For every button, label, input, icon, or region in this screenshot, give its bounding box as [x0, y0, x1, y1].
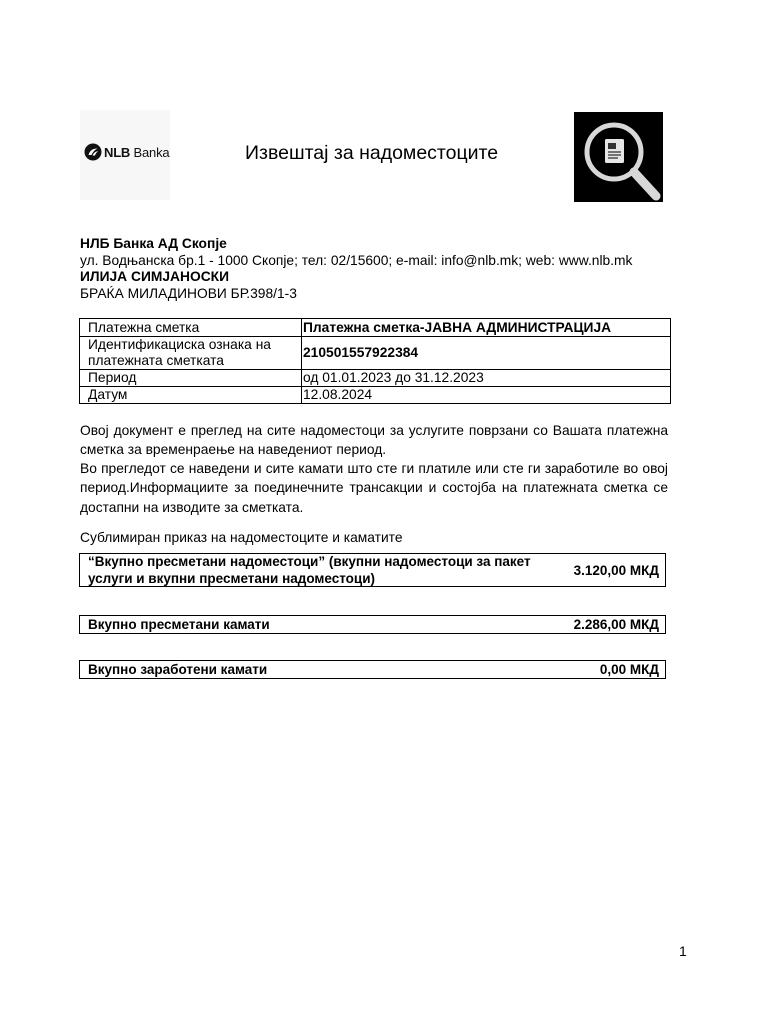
nlb-logo: [84, 143, 169, 161]
summary-amount: 0,00 МКД: [599, 662, 659, 677]
summary-total-interest-earned: [79, 660, 666, 679]
summary-heading: Сублимиран приказ на надоместоците и каматите: [80, 530, 403, 545]
account-info-table: [79, 318, 671, 404]
table-row: [80, 337, 671, 370]
table-label: Идентификациска ознака на платежната сметката: [80, 337, 302, 370]
summary-label: “Вкупно пресметани надоместоци” (вкупни надоместоци за пакет услуги и вкупни пресметани надоместоци): [88, 554, 531, 586]
bank-name: НЛБ Банка АД Скопје: [80, 236, 227, 251]
page-number: 1: [679, 943, 687, 959]
summary-total-interest-charged: [79, 615, 666, 634]
table-row: [80, 387, 671, 404]
interest-paragraph: Во прегледот се наведени и сите камати што сте ги платиле или сте ги заработиле во овој период.Информациите за поединечните трансакции и состојба на платежната сметка се достапни на изводите за сметката.: [80, 461, 668, 515]
document-title: Извештај за надоместоците: [245, 142, 499, 164]
summary-amount: 2.286,00 МКД: [573, 617, 659, 632]
table-label: Платежна сметка: [80, 319, 302, 337]
intro-paragraph: Овој документ е преглед на сите надоместоци за услугите поврзани со Вашата платежна сметка за временраење на наведениот период.: [80, 423, 668, 458]
table-value: Платежна сметка-ЈАВНА АДМИНИСТРАЦИЈА: [302, 319, 671, 337]
table-row: [80, 319, 671, 337]
table-value: 12.08.2024: [302, 387, 671, 404]
client-name: ИЛИЈА СИМЈАНОСКИ: [80, 269, 229, 284]
summary-label: Вкупно заработени камати: [88, 662, 268, 677]
logo-text: NLB Banka: [104, 144, 170, 160]
table-label: Датум: [80, 387, 302, 404]
document-search-icon: [574, 112, 663, 202]
bank-address: ул. Водњанска бр.1 - 1000 Скопје; тел: 02/15600; e-mail: info@nlb.mk; web: www.nlb.mk: [80, 253, 633, 268]
client-address: БРАЌА МИЛАДИНОВИ БР.398/1-3: [80, 286, 297, 301]
summary-amount: 3.120,00 МКД: [573, 562, 659, 578]
table-row: [80, 370, 671, 387]
table-value: од 01.01.2023 до 31.12.2023: [302, 370, 671, 387]
table-value: 210501557922384: [302, 337, 671, 370]
summary-total-fees: [79, 553, 666, 587]
summary-label: Вкупно пресметани камати: [88, 617, 270, 632]
table-label: Период: [80, 370, 302, 387]
nlb-logo-icon: [84, 143, 102, 161]
